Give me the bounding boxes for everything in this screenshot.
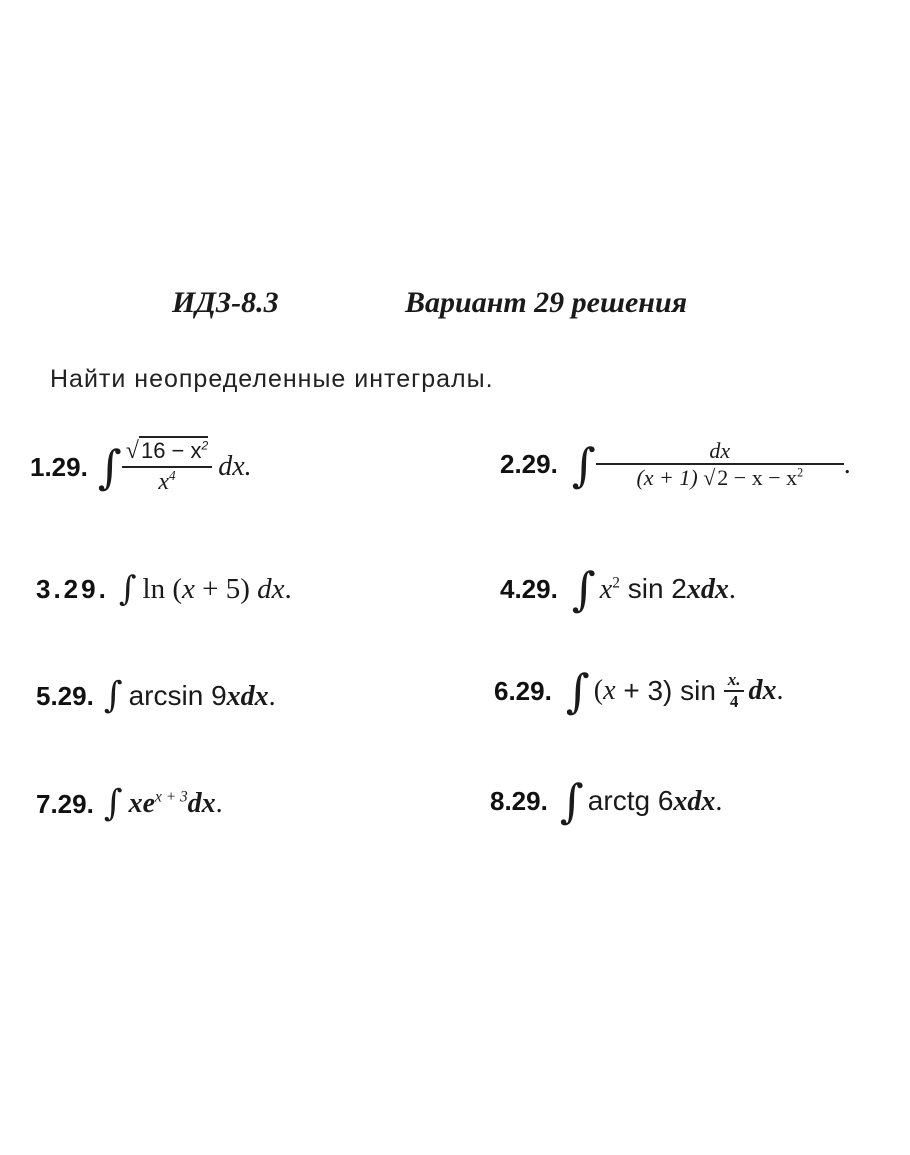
problem-number: 2.29. xyxy=(500,449,558,480)
variant-title: Вариант 29 решения xyxy=(405,286,688,319)
integrand: ( x + 3) sin $\frac{x.}{4}$ dx . xyxy=(593,670,784,711)
integral-sign: ∫ xyxy=(97,440,122,495)
integral-sign: ∫ xyxy=(103,783,123,824)
integrand: arctg 6xdx. xyxy=(587,784,723,817)
integral-sign: ∫ xyxy=(103,675,123,716)
integral-sign: ∫ xyxy=(565,664,590,718)
problem-number: 8.29. xyxy=(490,785,548,816)
problem-2 xyxy=(500,438,851,492)
problem-8 xyxy=(490,774,723,828)
integral-sign: ∫ xyxy=(118,569,137,609)
task-statement: Найти неопределенные интегралы. xyxy=(50,365,494,393)
integrand: $xe^{x + 3}dx$. xyxy=(128,788,223,819)
integral-sign: ∫ xyxy=(571,562,596,616)
integral-sign: ∫ xyxy=(571,437,596,492)
differential: dx. xyxy=(218,451,252,483)
problem-number: 3.29. xyxy=(36,573,109,604)
problem-number: 7.29. xyxy=(36,788,94,819)
problem-5 xyxy=(36,675,276,716)
problem-number: 5.29. xyxy=(36,680,94,711)
integral-sign: ∫ xyxy=(559,774,584,828)
problem-7 xyxy=(36,783,223,824)
fraction: $\frac{dx}{(x + 1) √2 - x - x^2}$ xyxy=(596,438,844,492)
problem-3 xyxy=(36,569,292,609)
problem-1 xyxy=(30,438,252,496)
integrand: arcsin 9xdx. xyxy=(128,679,276,712)
problem-number: 6.29. xyxy=(494,675,552,706)
problem-number: 1.29. xyxy=(30,451,88,482)
assignment-code: ИДЗ-8.3 xyxy=(172,286,279,319)
problem-4 xyxy=(500,562,736,616)
fraction: $\frac{√16 - x^2}{x^4}$ xyxy=(122,438,212,496)
integrand: $x^2$ sin 2xdx. xyxy=(599,572,736,605)
problem-number: 4.29. xyxy=(500,573,558,604)
period: . xyxy=(843,448,851,480)
integrand: ln (x + 5) dx. xyxy=(142,572,292,605)
problem-6 xyxy=(494,664,784,718)
